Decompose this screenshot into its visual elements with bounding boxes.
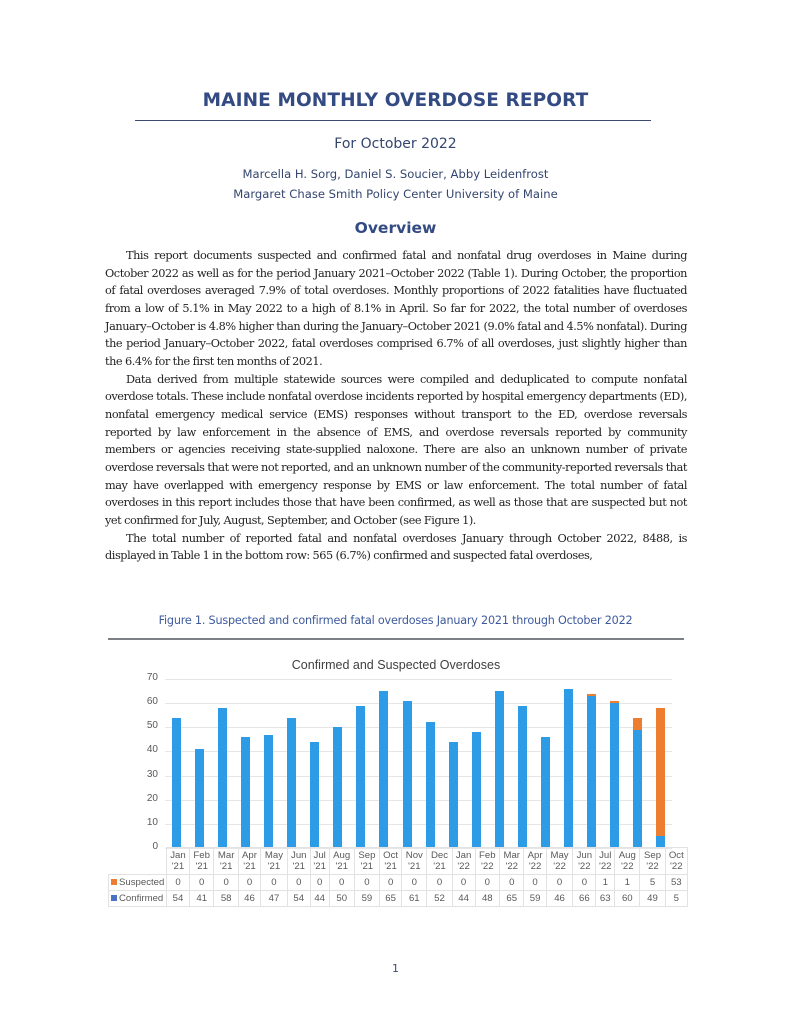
table-cell: 63 [596,891,615,907]
table-cell: 0 [287,875,310,891]
table-cell: 0 [329,875,354,891]
bar-segment-confirmed [633,730,642,848]
legend-swatch-icon [111,879,117,885]
y-tick-label: 0 [152,841,158,852]
table-cell: 61 [402,891,427,907]
paragraph: Data derived from multiple statewide sources were compiled and deduplicated to compute nonfatal overdose totals. These include nonfatal overdose incidents reported by hospital emergency departments (ED), nonfatal emergency medical service (EMS) responses without transport to the ED, overdose reversals reported by law enforcement in the absence of EMS, and overdose reversals reported by community members or agencies receiving state-supplied naloxone. There are also an unknown number of private overdose reversals that were not reported, and an unknown number of the community-reported reversals that may have overlapped with emergency response by EMS or law enforcement. The total number of fatal overdoses in this report includes those that have been confirmed, as well as those that are suspected but not yet confirmed for July, August, September, and October (see Figure 1). [105,372,687,527]
category-label: Jun '21 [287,848,310,875]
legend-entry: Suspected [109,875,167,891]
table-cell: 52 [427,891,452,907]
bar-segment-confirmed [426,722,435,848]
category-label: Feb '22 [475,848,499,875]
bar-stack [518,679,527,848]
figure-divider [108,638,684,640]
bar-segment-confirmed [564,689,573,848]
report-title: MAINE MONTHLY OVERDOSE REPORT [202,90,589,111]
category-label: May '21 [261,848,288,875]
bar-stack [564,679,573,848]
bar-stack [356,679,365,848]
table-cell: 0 [524,875,546,891]
table-cell: 0 [189,875,213,891]
report-subtitle: For October 2022 [334,136,457,152]
category-label: Aug '21 [329,848,354,875]
overview-body [105,247,687,565]
bar-segment-confirmed [449,742,458,848]
bar-segment-confirmed [356,706,365,848]
category-label: Sep '22 [640,848,665,875]
table-cell: 46 [546,891,573,907]
authors: Marcella H. Sorg, Daniel S. Soucier, Abby Leidenfrost [242,167,549,181]
bar-stack [472,679,481,848]
series-row-confirmed [109,891,688,907]
table-cell: 65 [500,891,524,907]
table-cell: 0 [452,875,475,891]
bar-stack [426,679,435,848]
y-tick-label: 30 [146,768,158,780]
table-cell: 1 [615,875,640,891]
category-label: Apr '22 [524,848,546,875]
table-cell: 58 [214,891,238,907]
y-tick-label: 60 [146,696,158,708]
table-cell: 47 [261,891,288,907]
bar-segment-suspected [633,718,642,730]
bar-stack [195,679,204,848]
category-row [109,848,688,875]
bar-stack [610,679,619,848]
table-cell: 44 [452,891,475,907]
stacked-bar-chart [108,650,684,910]
category-label: Mar '22 [500,848,524,875]
y-tick-label: 20 [146,792,158,804]
category-label: May '22 [546,848,573,875]
table-cell: 0 [214,875,238,891]
table-cell: 48 [475,891,499,907]
table-cell: 0 [310,875,329,891]
table-cell: 1 [596,875,615,891]
bar-segment-confirmed [518,706,527,848]
bar-segment-confirmed [195,749,204,848]
bar-stack [172,679,181,848]
bar-segment-confirmed [310,742,319,848]
table-cell: 53 [665,875,687,891]
category-label: Oct '21 [380,848,402,875]
table-cell: 0 [167,875,190,891]
category-label: Feb '21 [189,848,213,875]
table-cell: 46 [238,891,260,907]
bar-stack [403,679,412,848]
table-cell: 0 [475,875,499,891]
bar-segment-confirmed [610,703,619,848]
legend-swatch-icon [111,895,117,901]
table-cell: 60 [615,891,640,907]
bar-stack [379,679,388,848]
bar-segment-confirmed [287,718,296,848]
category-label: Jul '22 [596,848,615,875]
category-label: Jul '21 [310,848,329,875]
bar-segment-confirmed [333,727,342,848]
table-cell: 66 [573,891,596,907]
table-cell: 59 [354,891,379,907]
bar-stack [656,679,665,848]
bar-stack [541,679,550,848]
bar-stack [587,679,596,848]
paragraph: The total number of reported fatal and nonfatal overdoses January through October 2022, 8488, is displayed in Table 1 in the bottom row: 565 (6.7%) confirmed and suspected fatal overdoses, [105,531,687,563]
table-cell: 0 [427,875,452,891]
table-cell: 0 [354,875,379,891]
legend-entry: Confirmed [109,891,167,907]
category-label: Dec '21 [427,848,452,875]
title-divider [135,120,651,121]
table-cell: 41 [189,891,213,907]
chart-title: Confirmed and Suspected Overdoses [291,658,501,672]
bar-segment-confirmed [472,732,481,848]
bar-segment-confirmed [541,737,550,848]
category-label: Jan '22 [452,848,475,875]
section-heading-overview: Overview [354,219,437,237]
table-cell: 44 [310,891,329,907]
bar-segment-confirmed [218,708,227,848]
table-cell: 0 [238,875,260,891]
table-cell: 5 [665,891,687,907]
bar-segment-confirmed [172,718,181,848]
table-cell: 49 [640,891,665,907]
bar-segment-confirmed [379,691,388,848]
category-label: Sep '21 [354,848,379,875]
bar-segment-confirmed [495,691,504,848]
y-tick-label: 10 [146,816,158,828]
paragraph: This report documents suspected and confirmed fatal and nonfatal drug overdoses in Maine during October 2022 as well as for the period January 2021–October 2022 (Table 1). During October, the proportion of fatal overdoses averaged 7.9% of total overdoses. Monthly proportions of 2022 fatalities have fluctuated from a low of 5.1% in May 2022 to a high of 8.1% in April. So far for 2022, the total number of overdoses January–October is 4.8% higher than during the January–October 2021 (9.0% fatal and 4.5% nonfatal). During the period January–October 2022, fatal overdoses comprised 6.7% of all overdoses, just slightly higher than the 6.4% for the first ten months of 2021. [105,249,687,368]
page-number: 1 [392,962,399,975]
category-label: Jan '21 [167,848,190,875]
category-label: Oct '22 [665,848,687,875]
y-tick-label: 50 [146,720,158,732]
affiliation: Margaret Chase Smith Policy Center University of Maine [233,187,558,201]
table-cell: 59 [524,891,546,907]
y-tick-label: 70 [146,672,158,683]
table-cell: 54 [287,891,310,907]
chart-data-table [108,847,688,907]
bar-segment-confirmed [587,696,596,848]
table-cell: 50 [329,891,354,907]
table-cell: 65 [380,891,402,907]
bar-stack [310,679,319,848]
table-cell: 54 [167,891,190,907]
table-cell: 0 [380,875,402,891]
table-cell: 0 [546,875,573,891]
bar-stack [633,679,642,848]
table-cell: 0 [402,875,427,891]
bar-stack [241,679,250,848]
series-row-suspected [109,875,688,891]
category-label: Mar '21 [214,848,238,875]
y-tick-label: 40 [146,744,158,756]
category-label: Jun '22 [573,848,596,875]
bar-segment-confirmed [241,737,250,848]
bar-stack [218,679,227,848]
category-label: Nov '21 [402,848,427,875]
bar-stack [287,679,296,848]
bar-segment-confirmed [264,735,273,848]
category-label: Aug '22 [615,848,640,875]
figure-caption: Figure 1. Suspected and confirmed fatal overdoses January 2021 through October 2022 [158,614,633,627]
bar-stack [495,679,504,848]
bar-stack [333,679,342,848]
bar-stack [264,679,273,848]
table-cell: 0 [261,875,288,891]
bar-segment-suspected [656,708,665,836]
table-cell: 5 [640,875,665,891]
bar-segment-confirmed [403,701,412,848]
table-cell: 0 [500,875,524,891]
bar-stack [449,679,458,848]
table-cell: 0 [573,875,596,891]
category-label: Apr '21 [238,848,260,875]
